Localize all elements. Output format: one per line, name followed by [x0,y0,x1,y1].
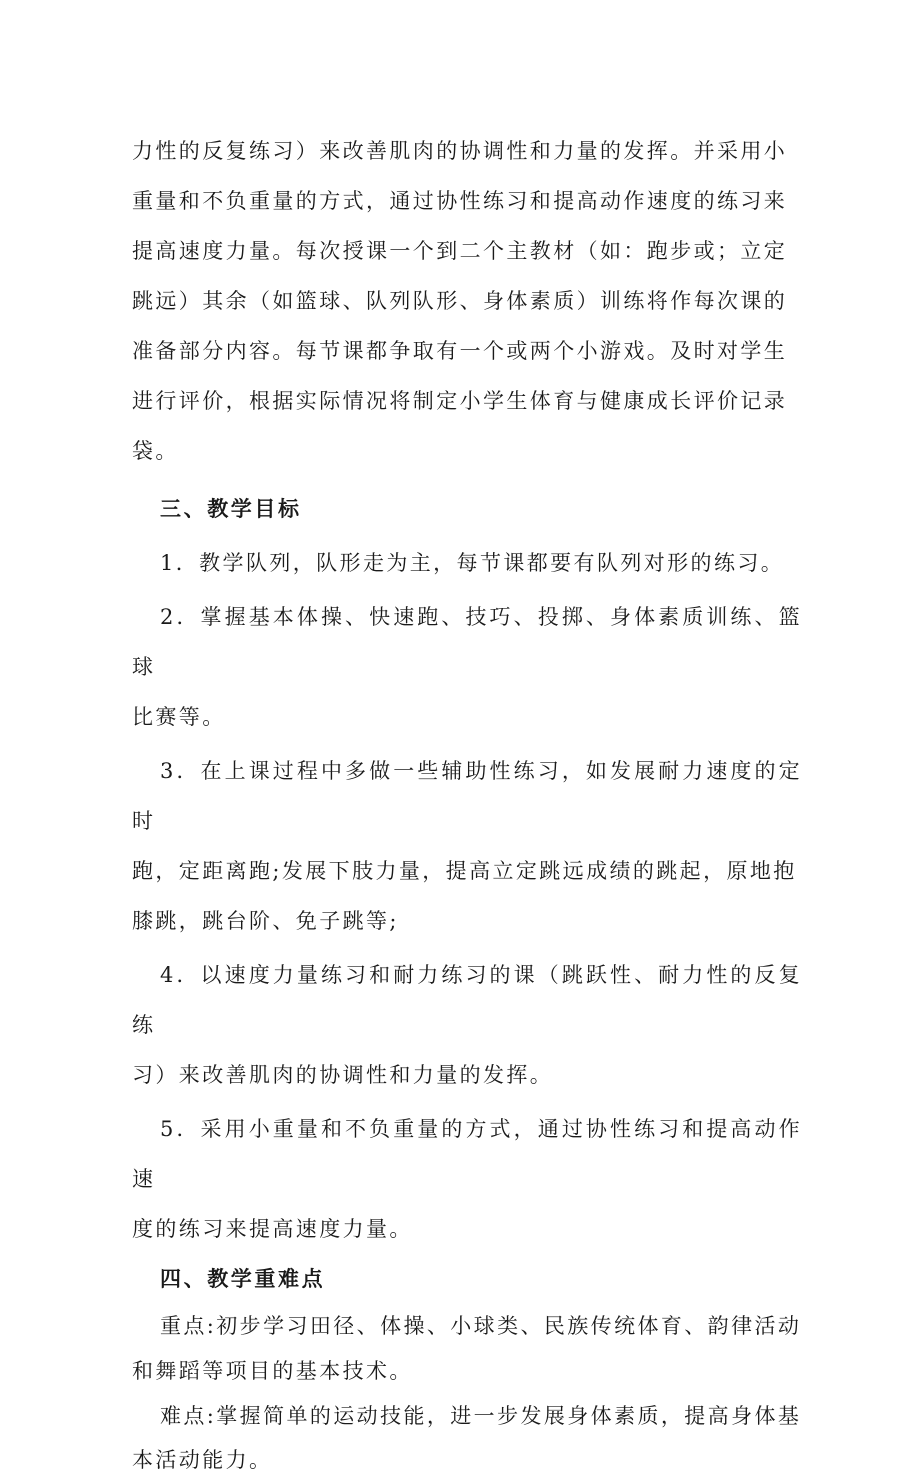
goal-line: 5．采用小重量和不负重量的方式，通过协性练习和提高动作速 [132,1117,802,1191]
goal-line: 膝跳，跳台阶、免子跳等; [132,909,399,933]
goal-line: 1．教学队列，队形走为主，每节课都要有队列对形的练习。 [160,551,785,575]
goal-line: 3．在上课过程中多做一些辅助性练习，如发展耐力速度的定时 [132,759,802,833]
text-line: 重量和不负重量的方式，通过协性练习和提高动作速度的练习来 [132,189,788,213]
intro-paragraph [132,126,802,476]
text-line: 跳远）其余（如篮球、队列队形、身体素质）训练将作每次课的 [132,289,788,313]
text-line: 提高速度力量。每次授课一个到二个主教材（如：跑步或；立定 [132,239,788,263]
section-heading-key-difficult-points: 四、教学重难点 [160,1267,326,1291]
goal-line: 习）来改善肌肉的协调性和力量的发挥。 [132,1063,554,1087]
goal-item-3 [132,746,802,946]
key-point-line: 和舞蹈等项目的基本技术。 [132,1359,413,1383]
goal-line: 4．以速度力量练习和耐力练习的课（跳跃性、耐力性的反复练 [132,963,802,1037]
text-line: 袋。 [132,439,179,463]
section-heading-teaching-goals: 三、教学目标 [160,497,302,521]
goal-item-1 [132,538,802,588]
difficult-point-line: 本活动能力。 [132,1448,273,1472]
goal-line: 跑，定距离跑;发展下肢力量，提高立定跳远成绩的跳起，原地抱 [132,859,797,883]
goal-item-4 [132,950,802,1100]
document-body [132,126,802,1482]
key-point-line: 重点:初步学习田径、体操、小球类、民族传统体育、韵律活动 [160,1314,802,1338]
text-line: 准备部分内容。每节课都争取有一个或两个小游戏。及时对学生 [132,339,788,363]
difficult-point [132,1394,802,1482]
key-point [132,1304,802,1394]
goal-line: 度的练习来提高速度力量。 [132,1217,413,1241]
goal-line: 比赛等。 [132,705,226,729]
difficult-point-line: 难点:掌握简单的运动技能，进一步发展身体素质，提高身体基 [160,1404,802,1428]
text-line: 力性的反复练习）来改善肌肉的协调性和力量的发挥。并采用小 [132,139,788,163]
goal-line: 2．掌握基本体操、快速跑、技巧、投掷、身体素质训练、篮球 [132,605,802,679]
text-line: 进行评价，根据实际情况将制定小学生体育与健康成长评价记录 [132,389,788,413]
goal-item-5 [132,1104,802,1254]
goal-item-2 [132,592,802,742]
